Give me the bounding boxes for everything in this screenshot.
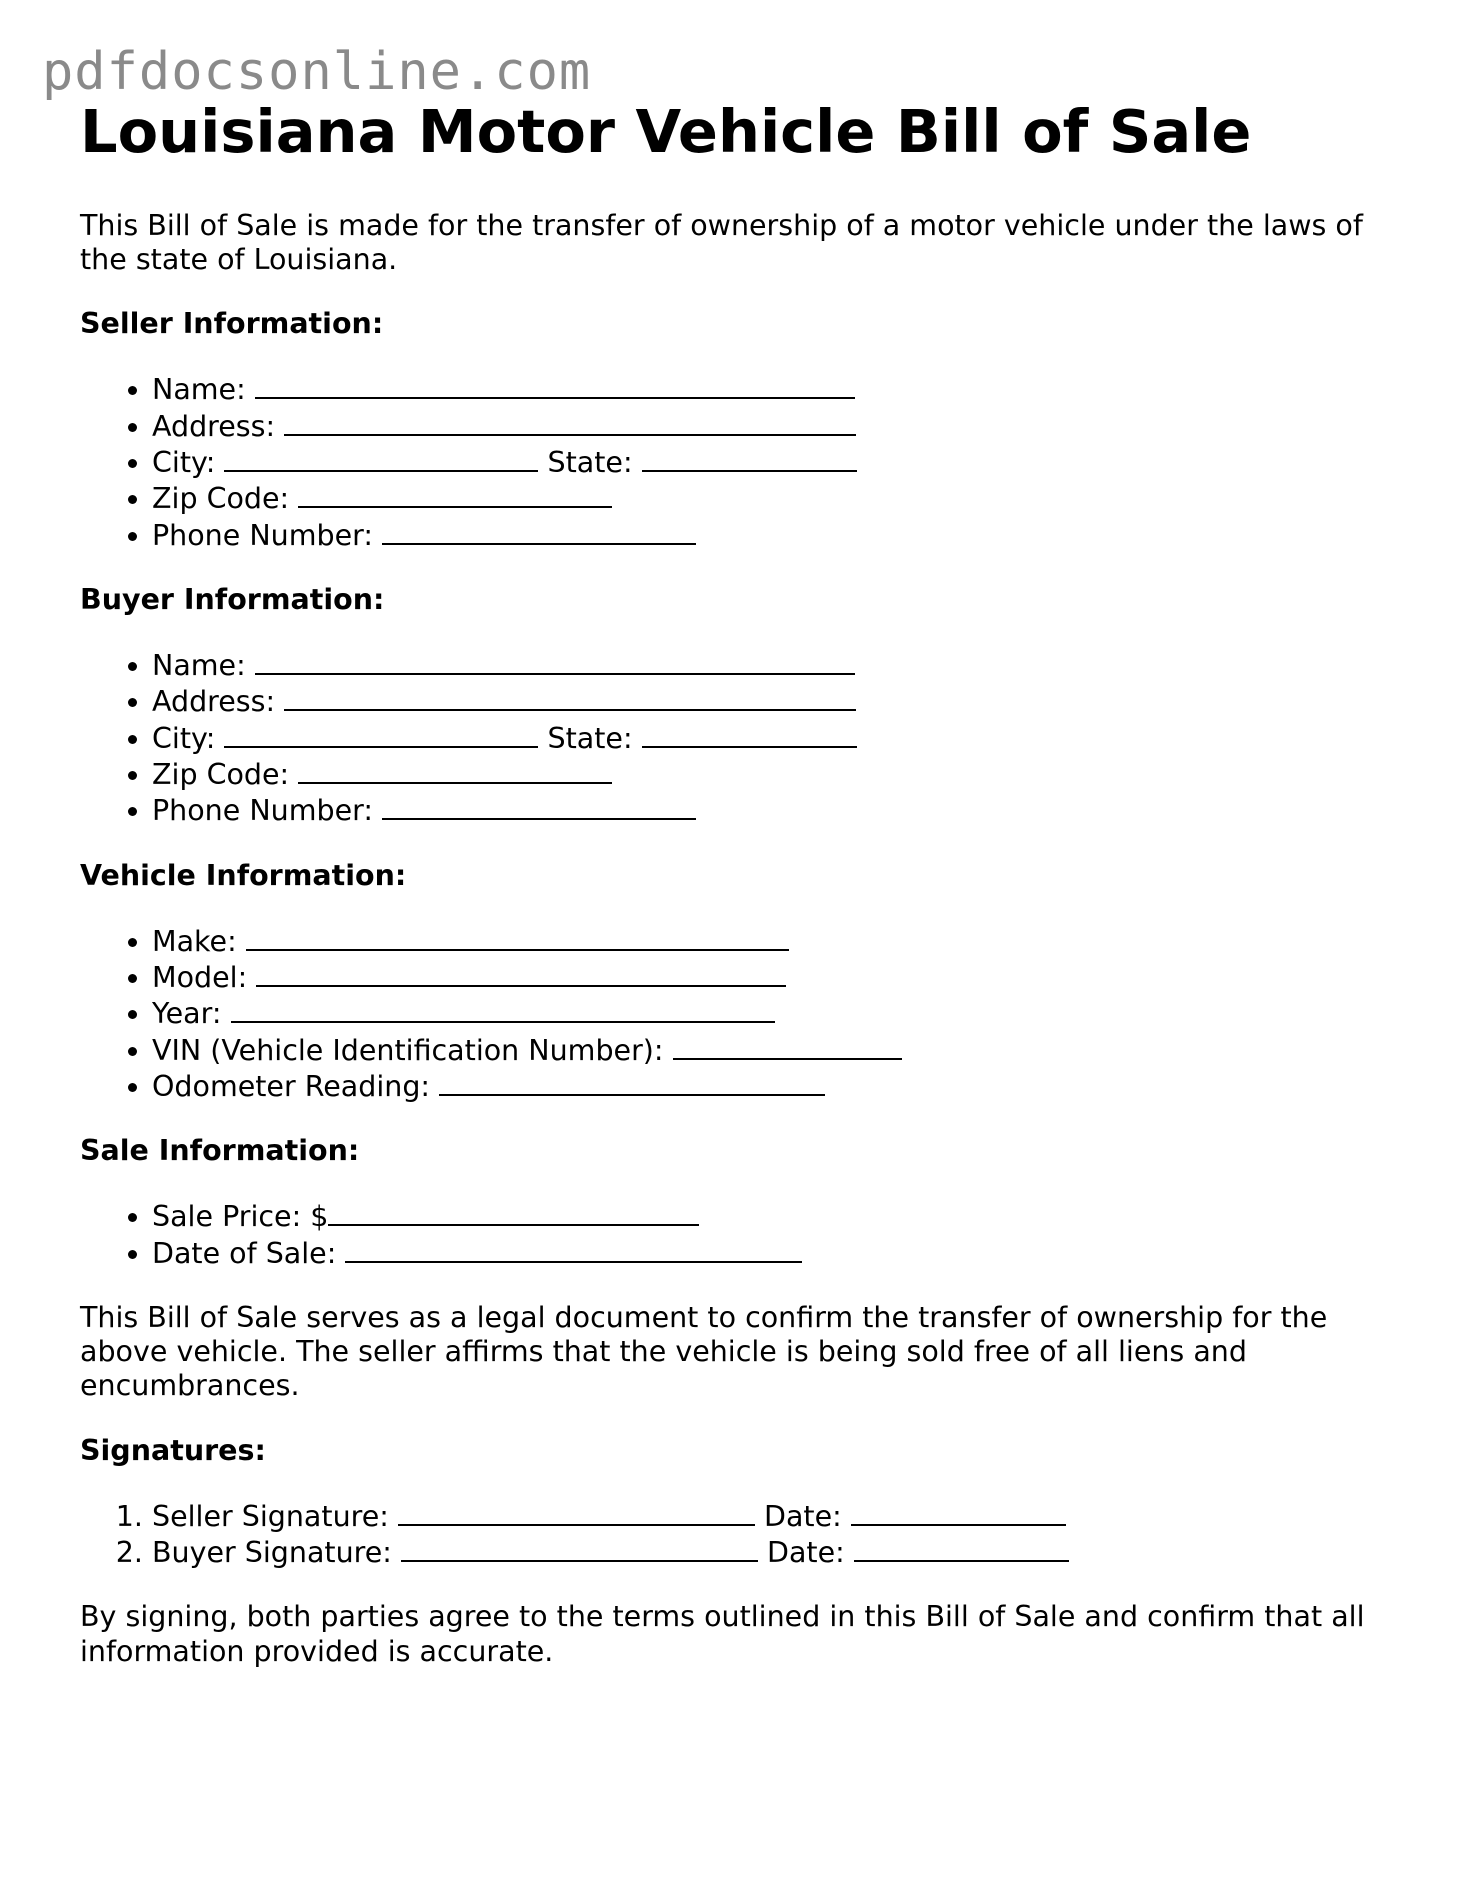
vehicle-odometer-field[interactable]: [439, 1068, 825, 1096]
vehicle-vin-field[interactable]: [673, 1032, 902, 1060]
sale-date-item: • Date of Sale:: [152, 1235, 1400, 1271]
seller-state-field[interactable]: [642, 444, 857, 472]
buyer-zip-field[interactable]: [298, 756, 612, 784]
buyer-address-field[interactable]: [284, 683, 856, 711]
sale-date-field[interactable]: [345, 1235, 802, 1263]
vehicle-odometer-item: • Odometer Reading:: [152, 1068, 1400, 1104]
watermark: pdfdocsonline.com: [42, 42, 592, 102]
seller-signature-field[interactable]: [398, 1498, 755, 1526]
vehicle-make-item: • Make:: [152, 923, 1400, 959]
buyer-signature-date-field[interactable]: [854, 1534, 1069, 1562]
buyer-list: [80, 647, 1400, 828]
document-title: Louisiana Motor Vehicle Bill of Sale: [80, 97, 1252, 166]
buyer-zip-item: • Zip Code:: [152, 756, 1400, 792]
seller-heading: Seller Information:: [80, 307, 384, 341]
seller-city-field[interactable]: [224, 444, 538, 472]
seller-city-item: • City: State:: [152, 444, 1400, 480]
seller-address-field[interactable]: [284, 408, 856, 436]
buyer-signature-item: 2. Buyer Signature: Date:: [152, 1534, 1400, 1570]
buyer-state-field[interactable]: [642, 720, 857, 748]
signatures-heading: Signatures:: [80, 1433, 266, 1467]
sale-heading: Sale Information:: [80, 1134, 360, 1168]
seller-zip-field[interactable]: [298, 480, 612, 508]
buyer-name-item: • Name:: [152, 647, 1400, 683]
buyer-city-item: • City: State:: [152, 720, 1400, 756]
seller-list: [80, 371, 1400, 552]
sale-price-item: • Sale Price: $: [152, 1198, 1400, 1234]
seller-phone-item: • Phone Number:: [152, 517, 1400, 553]
buyer-phone-field[interactable]: [382, 792, 696, 820]
vehicle-model-item: • Model:: [152, 959, 1400, 995]
vehicle-heading: Vehicle Information:: [80, 858, 407, 892]
signatures-list: [80, 1498, 1400, 1571]
buyer-address-item: • Address:: [152, 683, 1400, 719]
vehicle-vin-item: • VIN (Vehicle Identification Number):: [152, 1032, 1400, 1068]
buyer-heading: Buyer Information:: [80, 582, 385, 616]
buyer-phone-item: • Phone Number:: [152, 792, 1400, 828]
sale-price-field[interactable]: [328, 1198, 699, 1226]
vehicle-model-field[interactable]: [256, 959, 786, 987]
seller-signature-date-field[interactable]: [851, 1498, 1066, 1526]
intro-paragraph: This Bill of Sale is made for the transfer of ownership of a motor vehicle under the laws of the state of Louisiana.: [80, 208, 1363, 277]
seller-phone-field[interactable]: [382, 517, 696, 545]
buyer-signature-field[interactable]: [401, 1534, 758, 1562]
buyer-city-field[interactable]: [224, 720, 538, 748]
vehicle-list: [80, 923, 1400, 1104]
document-body: [80, 97, 1400, 1669]
vehicle-year-item: • Year:: [152, 995, 1400, 1031]
seller-address-item: • Address:: [152, 408, 1400, 444]
seller-signature-item: 1. Seller Signature: Date:: [152, 1498, 1400, 1534]
closing-paragraph: By signing, both parties agree to the terms outlined in this Bill of Sale and confirm that all information provided is accurate.: [80, 1600, 1365, 1668]
seller-name-field[interactable]: [255, 371, 855, 399]
vehicle-make-field[interactable]: [246, 923, 789, 951]
seller-name-item: • Name:: [152, 371, 1400, 407]
legal-paragraph: This Bill of Sale serves as a legal document to confirm the transfer of ownership for the above vehicle. The seller affirms that the vehicle is being sold free of all liens and encumbrances.: [80, 1301, 1328, 1403]
sale-list: [80, 1198, 1400, 1271]
buyer-name-field[interactable]: [255, 647, 855, 675]
vehicle-year-field[interactable]: [231, 995, 775, 1023]
seller-zip-item: • Zip Code:: [152, 480, 1400, 516]
